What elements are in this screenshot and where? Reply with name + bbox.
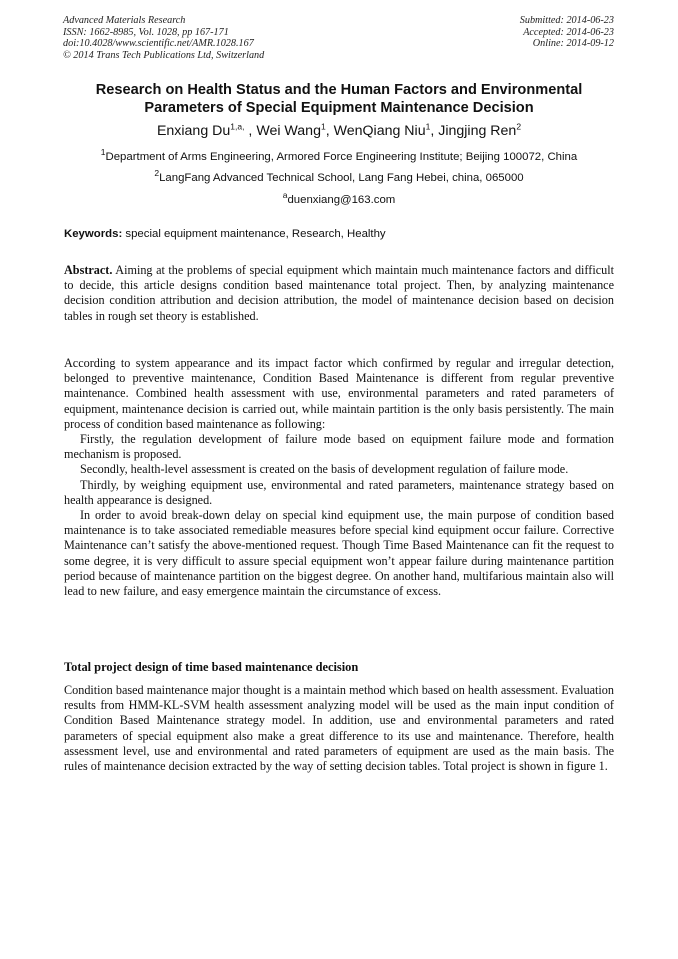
keywords (64, 227, 614, 241)
abstract (64, 263, 614, 324)
title-line-2: Parameters of Special Equipment Maintenance Decision (144, 100, 534, 116)
keywords-label: Keywords: (64, 228, 123, 240)
abstract-label: Abstract. (64, 263, 113, 277)
affiliation-2 (40, 168, 638, 185)
section-heading: Total project design of time based maintenance decision (64, 660, 359, 674)
author-separator: , (430, 123, 439, 139)
affil-text: LangFang Advanced Technical School, Lang Fang Hebei, china, 065000 (159, 172, 524, 184)
intro-paragraph-1: According to system appearance and its impact factor which confirmed by regular and irregular detection, belonged to preventive maintenance, Condition Based Maintenance is different from regular preventive maintenance. Combined health assessment with use, environmental parameters and rated parameters of equipment, maintenance decision is carried out, while maintain partition is the only basis persistently. The main process of condition based maintenance as following: (64, 356, 614, 431)
affil-mark: 2 (154, 168, 160, 179)
author-affil-mark: 1 (320, 121, 326, 132)
section-body (64, 683, 614, 774)
author-name: Wei Wang (256, 123, 321, 139)
issn-line: ISSN: 1662-8985, Vol. 1028, pp 167-171 (63, 26, 229, 38)
author-list (40, 122, 638, 140)
introduction (64, 356, 614, 599)
author-name: WenQiang Niu (333, 123, 426, 139)
abstract-text: Aiming at the problems of special equipment which maintain much maintenance factors and difficult to decide, this article designs condition based maintenance total project. Then, by analyzing maintenance decision condition attribution and decision attribution, the model of maintenance decision based on decision tables in rough set theory is established. (64, 263, 614, 323)
author-separator: , (244, 123, 257, 139)
author-name: Enxiang Du (156, 123, 231, 139)
intro-paragraph-4: Thirdly, by weighing equipment use, environmental and rated parameters, maintenance strategy based on health appearance is designed. (64, 477, 614, 507)
keywords-text: special equipment maintenance, Research, Healthy (122, 228, 386, 240)
author-affil-mark: 1 (425, 121, 431, 132)
email-text[interactable]: duenxiang@163.com (287, 194, 396, 206)
author-separator: , (325, 123, 334, 139)
author-affil-mark: 2 (516, 121, 522, 132)
affiliation-1 (40, 147, 638, 164)
author-email (40, 190, 638, 207)
journal-name: Advanced Materials Research (63, 15, 186, 26)
doi-line[interactable]: doi:10.4028/www.scientific.net/AMR.1028.167 (63, 38, 254, 50)
affil-mark: 1 (100, 147, 106, 158)
online-date: Online: 2014-09-12 (532, 38, 614, 50)
author-affil-mark: 1,a, (230, 121, 245, 132)
publication-dates (520, 15, 614, 50)
journal-info (63, 15, 264, 61)
intro-paragraph-2: Firstly, the regulation development of failure mode based on equipment failure mode and formation mechanism is proposed. (64, 432, 614, 462)
section-paragraph-1: Condition based maintenance major thought is a maintain method which based on health assessment. Evaluation results from HMM-KL-SVM health assessment analyzing model will be used as the main input condition of Condition Based Maintenance strategy model. In addition, use and environmental parameters and rated parameters of special equipment also make a great difference to its use and maintenance. Therefore, health assessment level, use and environmental and rated parameters of equipment are used as the main basis. The rules of maintenance decision extracted by the way of setting decision tables. Total project is shown in figure 1. (64, 683, 614, 774)
accepted-date: Accepted: 2014-06-23 (523, 26, 614, 38)
title-line-1: Research on Health Status and the Human Factors and Environmental (95, 82, 583, 98)
submitted-date: Submitted: 2014-06-23 (519, 15, 614, 26)
intro-paragraph-5: In order to avoid break-down delay on special kind equipment use, the main purpose of condition based maintenance is to take associated remediable measures before special kind equipment occur failure. Corrective Maintenance can’t satisfy the above-mentioned request. Though Time Based Maintenance can fit the request to some degree, it is very difficult to assure special equipment won’t appear failure during maintenance partition period because of maintenance partition on the biggest degree. On another hand, multifarious maintain also will lead to new failure, and easy emergence maintain the circumstance of excess. (64, 508, 614, 599)
author-name: Jingjing Ren (438, 123, 517, 139)
email-mark: a (282, 190, 288, 201)
affil-text: Department of Arms Engineering, Armored Force Engineering Institute; Beijing 100072, China (105, 151, 578, 163)
paper-title (40, 81, 638, 117)
copyright-line: © 2014 Trans Tech Publications Ltd, Switzerland (63, 49, 265, 61)
intro-paragraph-3: Secondly, health-level assessment is created on the basis of development regulation of failure mode. (80, 462, 569, 477)
